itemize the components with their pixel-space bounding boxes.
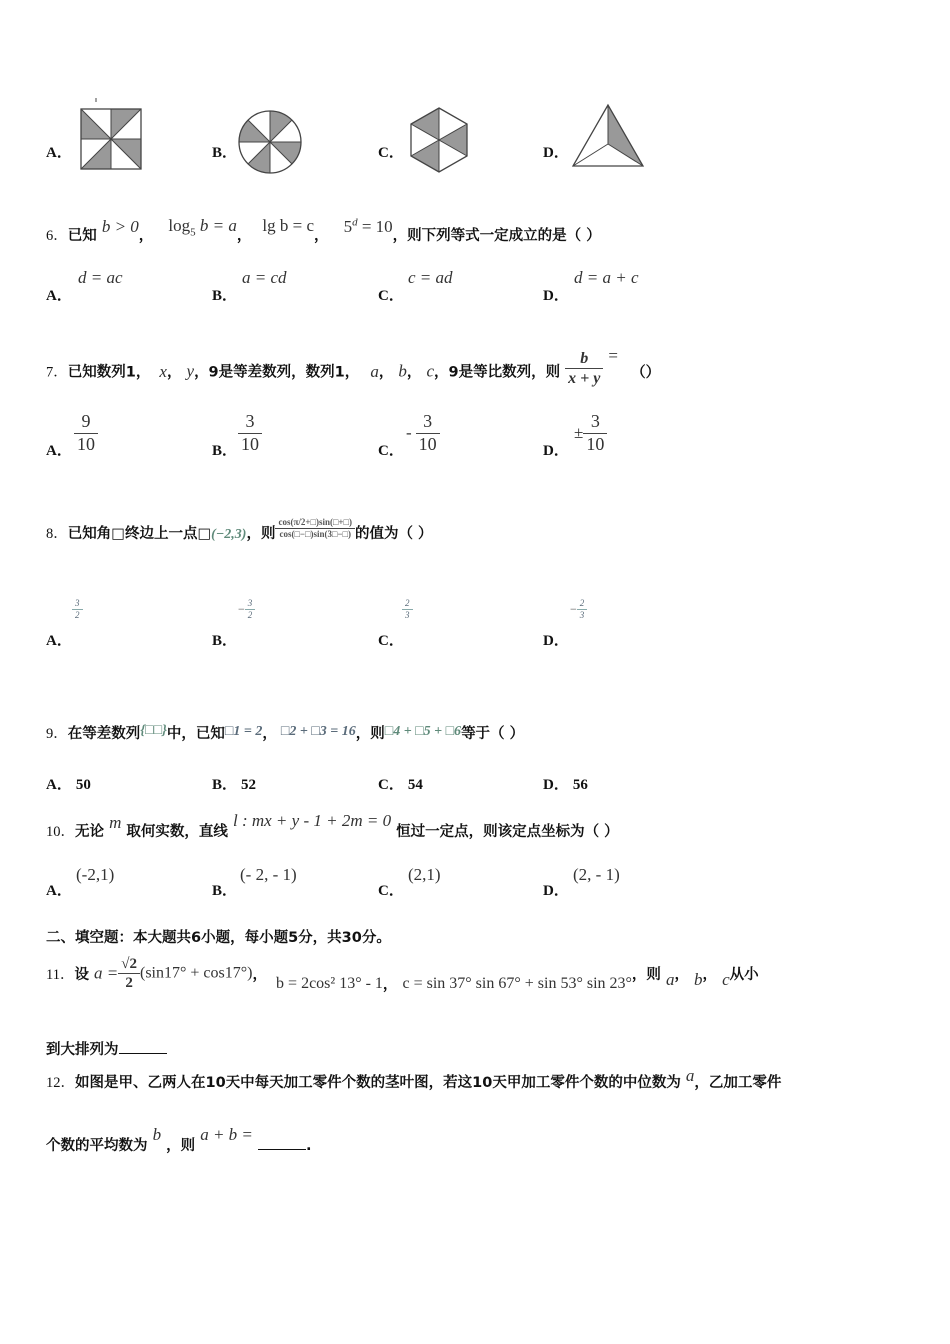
question-10: 10．无论 m 取何实数，直线 l : mx + y - 1 + 2m = 0 恒过一定点，则该定点坐标为（ ） [46, 811, 619, 840]
q5-option-c-label: C． [378, 145, 404, 161]
q10-option-d[interactable]: D． [543, 883, 569, 899]
q5-option-d-label: D． [543, 145, 569, 161]
q7-option-d-value: ± $\frac{3}{10}$ [574, 411, 607, 455]
q9-option-b[interactable]: B． 52 [212, 777, 257, 793]
q8-option-d[interactable]: D． [543, 633, 569, 649]
q9-option-a[interactable]: A． 50 [46, 777, 91, 793]
q10-option-b[interactable]: B． [212, 883, 238, 899]
question-11-line2: 到大排列为 [46, 1038, 167, 1059]
q7-option-b[interactable]: B． [212, 443, 238, 459]
question-6: 6．已知 b > 0， $\log_5 b = a$， lg b = c， $5^d = 10$，则下列等式一定成立的是（ ） [46, 216, 601, 244]
q8-option-c[interactable]: C． [378, 633, 404, 649]
q5-option-b-label: B． [212, 145, 238, 161]
q7-option-a[interactable]: A． [46, 443, 72, 459]
q10-option-c-value: (2,1) [408, 865, 441, 884]
q5-option-c-figure [406, 104, 472, 176]
q6-option-c-expr: c = ad [408, 268, 453, 287]
q8-option-a[interactable]: A． [46, 633, 72, 649]
q6-option-c[interactable]: C． [378, 288, 404, 304]
q5-option-d-figure [568, 100, 648, 172]
question-9: 9．在等差数列{□□}中，已知□1 = 2， □2 + □3 = 16，则□4 + □5 + □6等于（ ） [46, 723, 525, 742]
q8-option-a-value: $\frac{3}{2}$ [72, 598, 83, 621]
q7-option-d[interactable]: D． [543, 443, 569, 459]
q8-option-b-value: − $\frac{3}{2}$ [238, 598, 255, 621]
q8-option-d-value: − $\frac{2}{3}$ [570, 598, 587, 621]
q9-option-c[interactable]: C． 54 [378, 777, 423, 793]
q5-option-a-label: A． [46, 145, 72, 161]
section-2-title: 二、填空题：本大题共6小题，每小题5分，共30分。 [46, 930, 391, 946]
q6-option-d[interactable]: D． [543, 288, 569, 304]
q8-option-c-value: $\frac{2}{3}$ [402, 598, 413, 621]
q10-option-a-value: (-2,1) [76, 865, 115, 884]
q5-option-b-figure [236, 108, 304, 176]
question-7: 7．已知数列1， x， y，9是等差数列，数列1， a， b， c，9是等比数列，则 $\frac{b}{x + y}$ = （） [46, 345, 661, 388]
q7-option-c-value: - $\frac{3}{10}$ [406, 411, 440, 455]
question-12: 12．如图是甲、乙两人在10天中每天加工零件个数的茎叶图，若这10天甲加工零件个数的中位数为 a，乙加工零件 [46, 1066, 782, 1091]
question-12-line2: 个数的平均数为 b ，则 a + b = . [46, 1125, 312, 1154]
q6-option-a-expr: d = ac [78, 268, 123, 287]
q12-answer-blank[interactable] [258, 1135, 306, 1150]
q10-option-a[interactable]: A． [46, 883, 72, 899]
q9-option-d[interactable]: D． 56 [543, 777, 588, 793]
q8-option-b[interactable]: B． [212, 633, 238, 649]
q7-option-b-value: $\frac{3}{10}$ [238, 411, 262, 455]
q10-option-c[interactable]: C． [378, 883, 404, 899]
q7-option-a-value: $\frac{9}{10}$ [74, 411, 98, 455]
q6-option-a[interactable]: A． [46, 288, 72, 304]
question-8: 8．已知角□终边上一点□(−2,3)，则 $\frac{\cos(\pi/2+□)\sin(□+□)}{\cos(□-□)\sin(3□-□)}$ 的值为（ ） [46, 516, 433, 542]
q5-option-a-figure [78, 96, 144, 174]
q6-option-b[interactable]: B． [212, 288, 238, 304]
q6-option-d-expr: d = a + c [574, 268, 639, 287]
q7-option-c[interactable]: C． [378, 443, 404, 459]
q10-option-d-value: (2, - 1) [573, 865, 620, 884]
q6-option-b-expr: a = cd [242, 268, 287, 287]
q10-option-b-value: (- 2, - 1) [240, 865, 297, 884]
question-11: 11．设 a = $\frac{√2}{2}$ (sin17° + cos17°)， b = 2cos² 13° - 1， c = sin 37° sin 67° + sin 53° sin 23°，则 a， b， c从小 [46, 956, 759, 993]
q11-answer-blank[interactable] [119, 1039, 167, 1054]
